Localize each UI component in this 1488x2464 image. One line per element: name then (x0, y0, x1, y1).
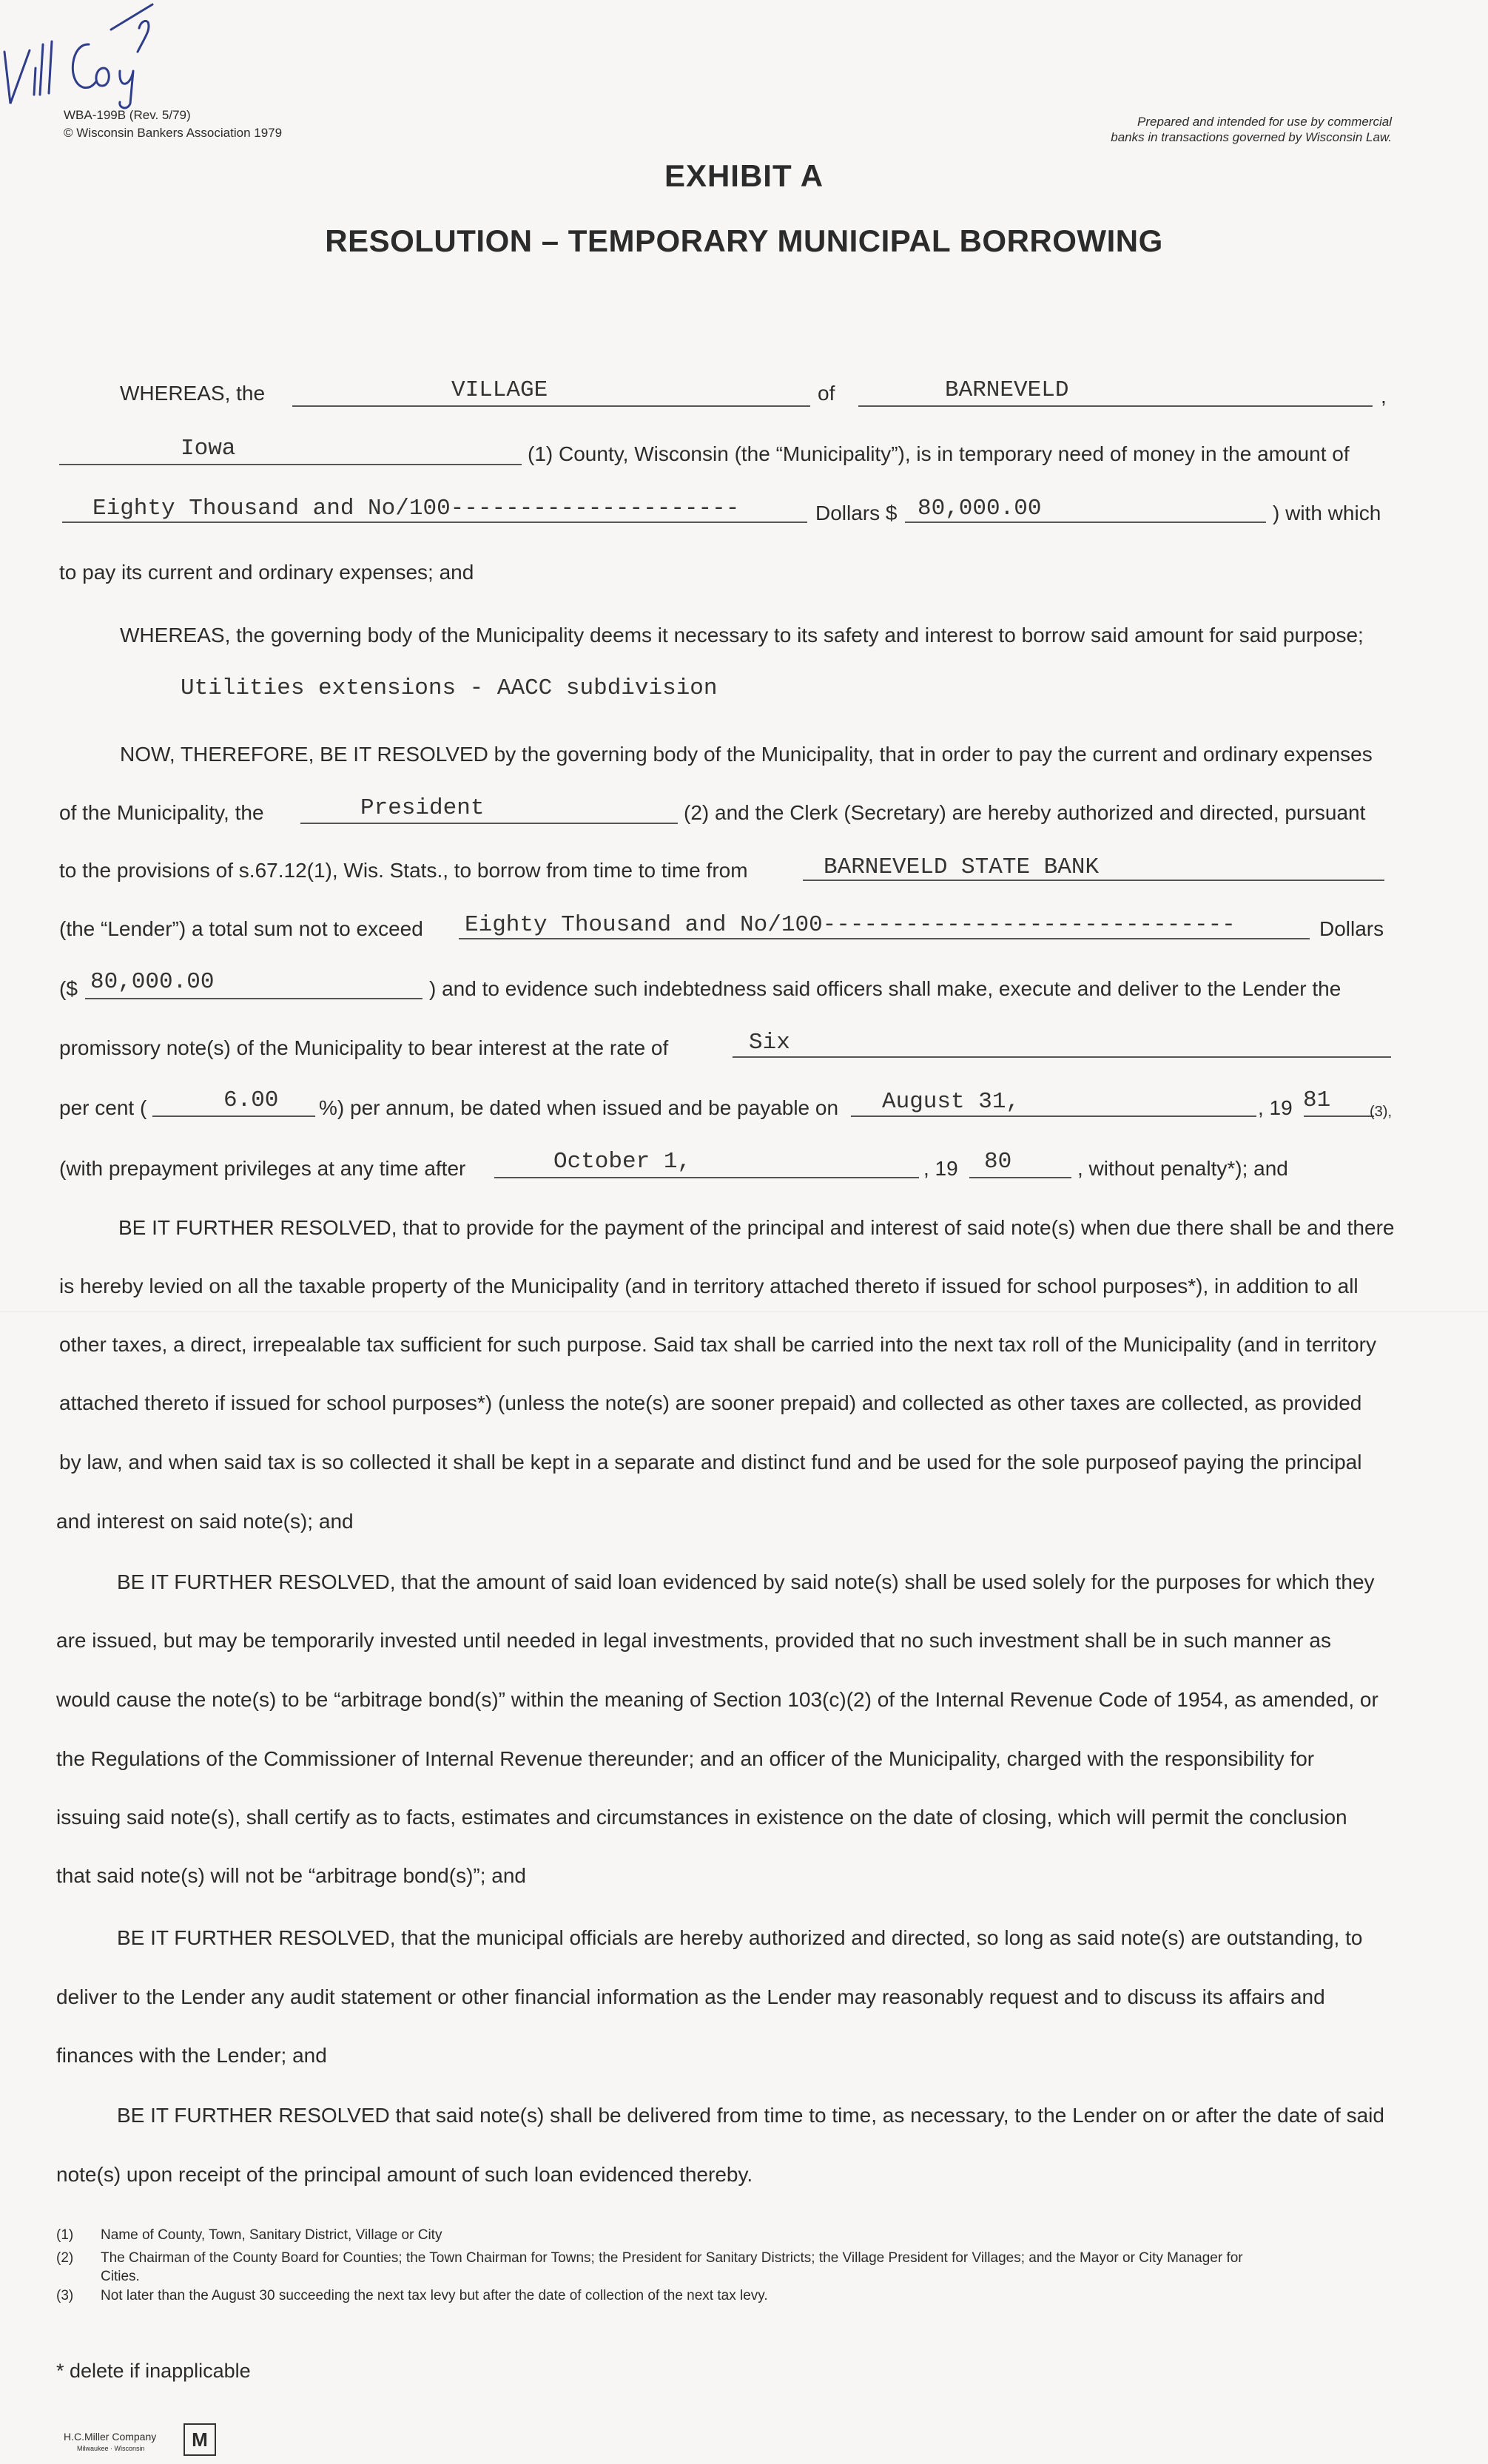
footnote-3-text: Not later than the August 30 succeeding the next tax levy but after the date of collection of the next tax levy. (101, 2288, 768, 2303)
prepay-year: 80 (984, 1149, 1012, 1175)
field-line (858, 405, 1373, 407)
per-annum-text: %) per annum, be dated when issued and be payable on (319, 1096, 839, 1119)
further-1-line-3: other taxes, a direct, irrepealable tax sufficient for such purpose. Said tax shall be carried into the next tax roll of the Municipality (and in territory (59, 1333, 1376, 1356)
printer-city: Milwaukee · Wisconsin (77, 2445, 145, 2452)
further-4-line-1: BE IT FURTHER RESOLVED that said note(s) shall be delivered from time to time, as necessary, to the Lender on or after the date of said (117, 2104, 1384, 2127)
field-line (905, 522, 1266, 523)
lender-sum-label: (the “Lender”) a total sum not to exceed (59, 917, 423, 940)
of-label: of (818, 382, 835, 405)
officer: President (360, 795, 485, 821)
due-year: 81 (1303, 1087, 1331, 1113)
of-municipality-label: of the Municipality, the (59, 801, 264, 824)
comma: , (1381, 385, 1387, 408)
county-text: (1) County, Wisconsin (the “Municipality”), is in temporary need of money in the amount of (528, 442, 1350, 465)
prepared-line-2: banks in transactions governed by Wisconsin Law. (1111, 130, 1392, 144)
lender-name: BARNEVELD STATE BANK (824, 854, 1100, 880)
field-line (851, 1115, 1256, 1117)
further-1-line-6: and interest on said note(s); and (56, 1510, 354, 1533)
clerk-text: (2) and the Clerk (Secretary) are hereby authorized and directed, pursuant (684, 801, 1366, 824)
form-number: WBA-199B (Rev. 5/79) (64, 108, 191, 122)
whereas-2: WHEREAS, the governing body of the Municipality deems it necessary to its safety and interest to borrow said amount for said purpose; (120, 624, 1364, 647)
further-1-line-4: attached thereto if issued for school purposes*) (unless the note(s) are sooner prepaid) and collected as other taxes are collected, as provided (59, 1391, 1362, 1414)
footnote-2-continued: Cities. (101, 2269, 140, 2284)
paper-crease (0, 1311, 1488, 1313)
nineteen-label-2: , 19 (923, 1157, 958, 1180)
dollars-label: Dollars $ (815, 502, 898, 524)
rate-words: Six (749, 1030, 790, 1056)
printer-name: H.C.Miller Company (64, 2431, 157, 2443)
rate-number: 6.00 (223, 1087, 279, 1113)
further-4-line-2: note(s) upon receipt of the principal amount of such loan evidenced thereby. (56, 2163, 753, 2186)
footnote-1-num: (1) (56, 2227, 74, 2243)
further-1-line-2: is hereby levied on all the taxable property of the Municipality (and in territory attached thereto if issued for school purposes*), in addition to all (59, 1275, 1359, 1297)
amount-number: 80,000.00 (918, 496, 1042, 522)
provisions-text: to the provisions of s.67.12(1), Wis. Stats., to borrow from time to time from (59, 859, 748, 882)
municipality-name: BARNEVELD (945, 377, 1069, 403)
field-line (969, 1177, 1071, 1178)
further-2-line-6: that said note(s) will not be “arbitrage bond(s)”; and (56, 1864, 526, 1887)
purpose: Utilities extensions - AACC subdivision (181, 675, 718, 701)
footnote-3-num: (3) (56, 2288, 74, 2303)
further-1-line-5: by law, and when said tax is so collected it shall be kept in a separate and distinct fund and be used for the sole purposeof paying the principal (59, 1451, 1362, 1474)
further-2-line-5: issuing said note(s), shall certify as to facts, estimates and circumstances in existence on the date of closing, which will permit the conclusion (56, 1806, 1347, 1829)
field-line (62, 522, 807, 523)
copyright: © Wisconsin Bankers Association 1979 (64, 126, 283, 140)
further-3-line-2: deliver to the Lender any audit statement or other financial information as the Lender may reasonably request and to discuss its affairs and (56, 1985, 1325, 2008)
amount-words: Eighty Thousand and No/100--------------------- (92, 496, 740, 522)
field-line (459, 938, 1310, 939)
prepayment-label: (with prepayment privileges at any time after (59, 1157, 466, 1180)
promissory-text: promissory note(s) of the Municipality to bear interest at the rate of (59, 1036, 669, 1059)
field-line (85, 998, 423, 999)
resolution-title: RESOLUTION – TEMPORARY MUNICIPAL BORROWING (325, 223, 1163, 258)
field-line (1304, 1115, 1374, 1117)
amount-number-2: 80,000.00 (90, 969, 215, 995)
exhibit-title: EXHIBIT A (664, 158, 824, 193)
field-line (300, 823, 678, 824)
handwritten-note (0, 0, 163, 118)
field-line (733, 1056, 1391, 1058)
prepay-date: October 1, (553, 1149, 692, 1175)
with-which: ) with which (1273, 502, 1381, 524)
prepared-line-1: Prepared and intended for use by commercial (1137, 115, 1392, 129)
field-line (292, 405, 810, 407)
footnote-2-text: The Chairman of the County Board for Counties; the Town Chairman for Towns; the President for Sanitary Districts; the Village President for Villages; and the Mayor or City Manager for (101, 2250, 1243, 2266)
county-name: Iowa (181, 436, 236, 462)
further-1-line-1: BE IT FURTHER RESOLVED, that to provide for the payment of the principal and interest of said note(s) when due there shall be and there (118, 1216, 1395, 1239)
footnote-2-num: (2) (56, 2250, 74, 2266)
further-2-line-2: are issued, but may be temporarily invested until needed in legal investments, provided that no such investment shall be in such manner as (56, 1629, 1331, 1652)
field-line (152, 1115, 315, 1117)
delete-note: * delete if inapplicable (56, 2360, 251, 2382)
further-2-line-1: BE IT FURTHER RESOLVED, that the amount of said loan evidenced by said note(s) shall be used solely for the purposes for which they (117, 1570, 1375, 1593)
whereas-label: WHEREAS, the (120, 382, 266, 405)
nineteen-label: , 19 (1258, 1096, 1293, 1119)
printer-logo: M (184, 2423, 216, 2456)
further-3-line-3: finances with the Lender; and (56, 2044, 327, 2067)
amount-words-2: Eighty Thousand and No/100------------------------------ (465, 912, 1236, 938)
field-line (494, 1177, 919, 1178)
further-2-line-3: would cause the note(s) to be “arbitrage bond(s)” within the meaning of Section 103(c)(2) of the Internal Revenue Code of 1954, as amended, or (56, 1688, 1378, 1711)
field-line (59, 464, 522, 465)
evidence-text: ) and to evidence such indebtedness said officers shall make, execute and deliver to the Lender the (429, 977, 1341, 1000)
due-date: August 31, (882, 1089, 1020, 1115)
footnote-1-text: Name of County, Town, Sanitary District, Village or City (101, 2227, 442, 2243)
dollars-label-2: Dollars (1319, 917, 1384, 940)
note-3-ref: (3), (1370, 1104, 1392, 1120)
per-cent-label: per cent ( (59, 1096, 147, 1119)
further-3-line-1: BE IT FURTHER RESOLVED, that the municipal officials are hereby authorized and directed, so long as said note(s) are outstanding, to (117, 1926, 1363, 1949)
without-penalty: , without penalty*); and (1077, 1157, 1288, 1180)
pay-expenses: to pay its current and ordinary expenses; and (59, 561, 474, 584)
open-paren-dollar: ($ (59, 977, 78, 1000)
now-therefore: NOW, THEREFORE, BE IT RESOLVED by the governing body of the Municipality, that in order to pay the current and ordinary expenses (120, 743, 1373, 766)
further-2-line-4: the Regulations of the Commissioner of Internal Revenue thereunder; and an officer of the Municipality, charged with the responsibility for (56, 1747, 1315, 1770)
municipality-type: VILLAGE (451, 377, 548, 403)
